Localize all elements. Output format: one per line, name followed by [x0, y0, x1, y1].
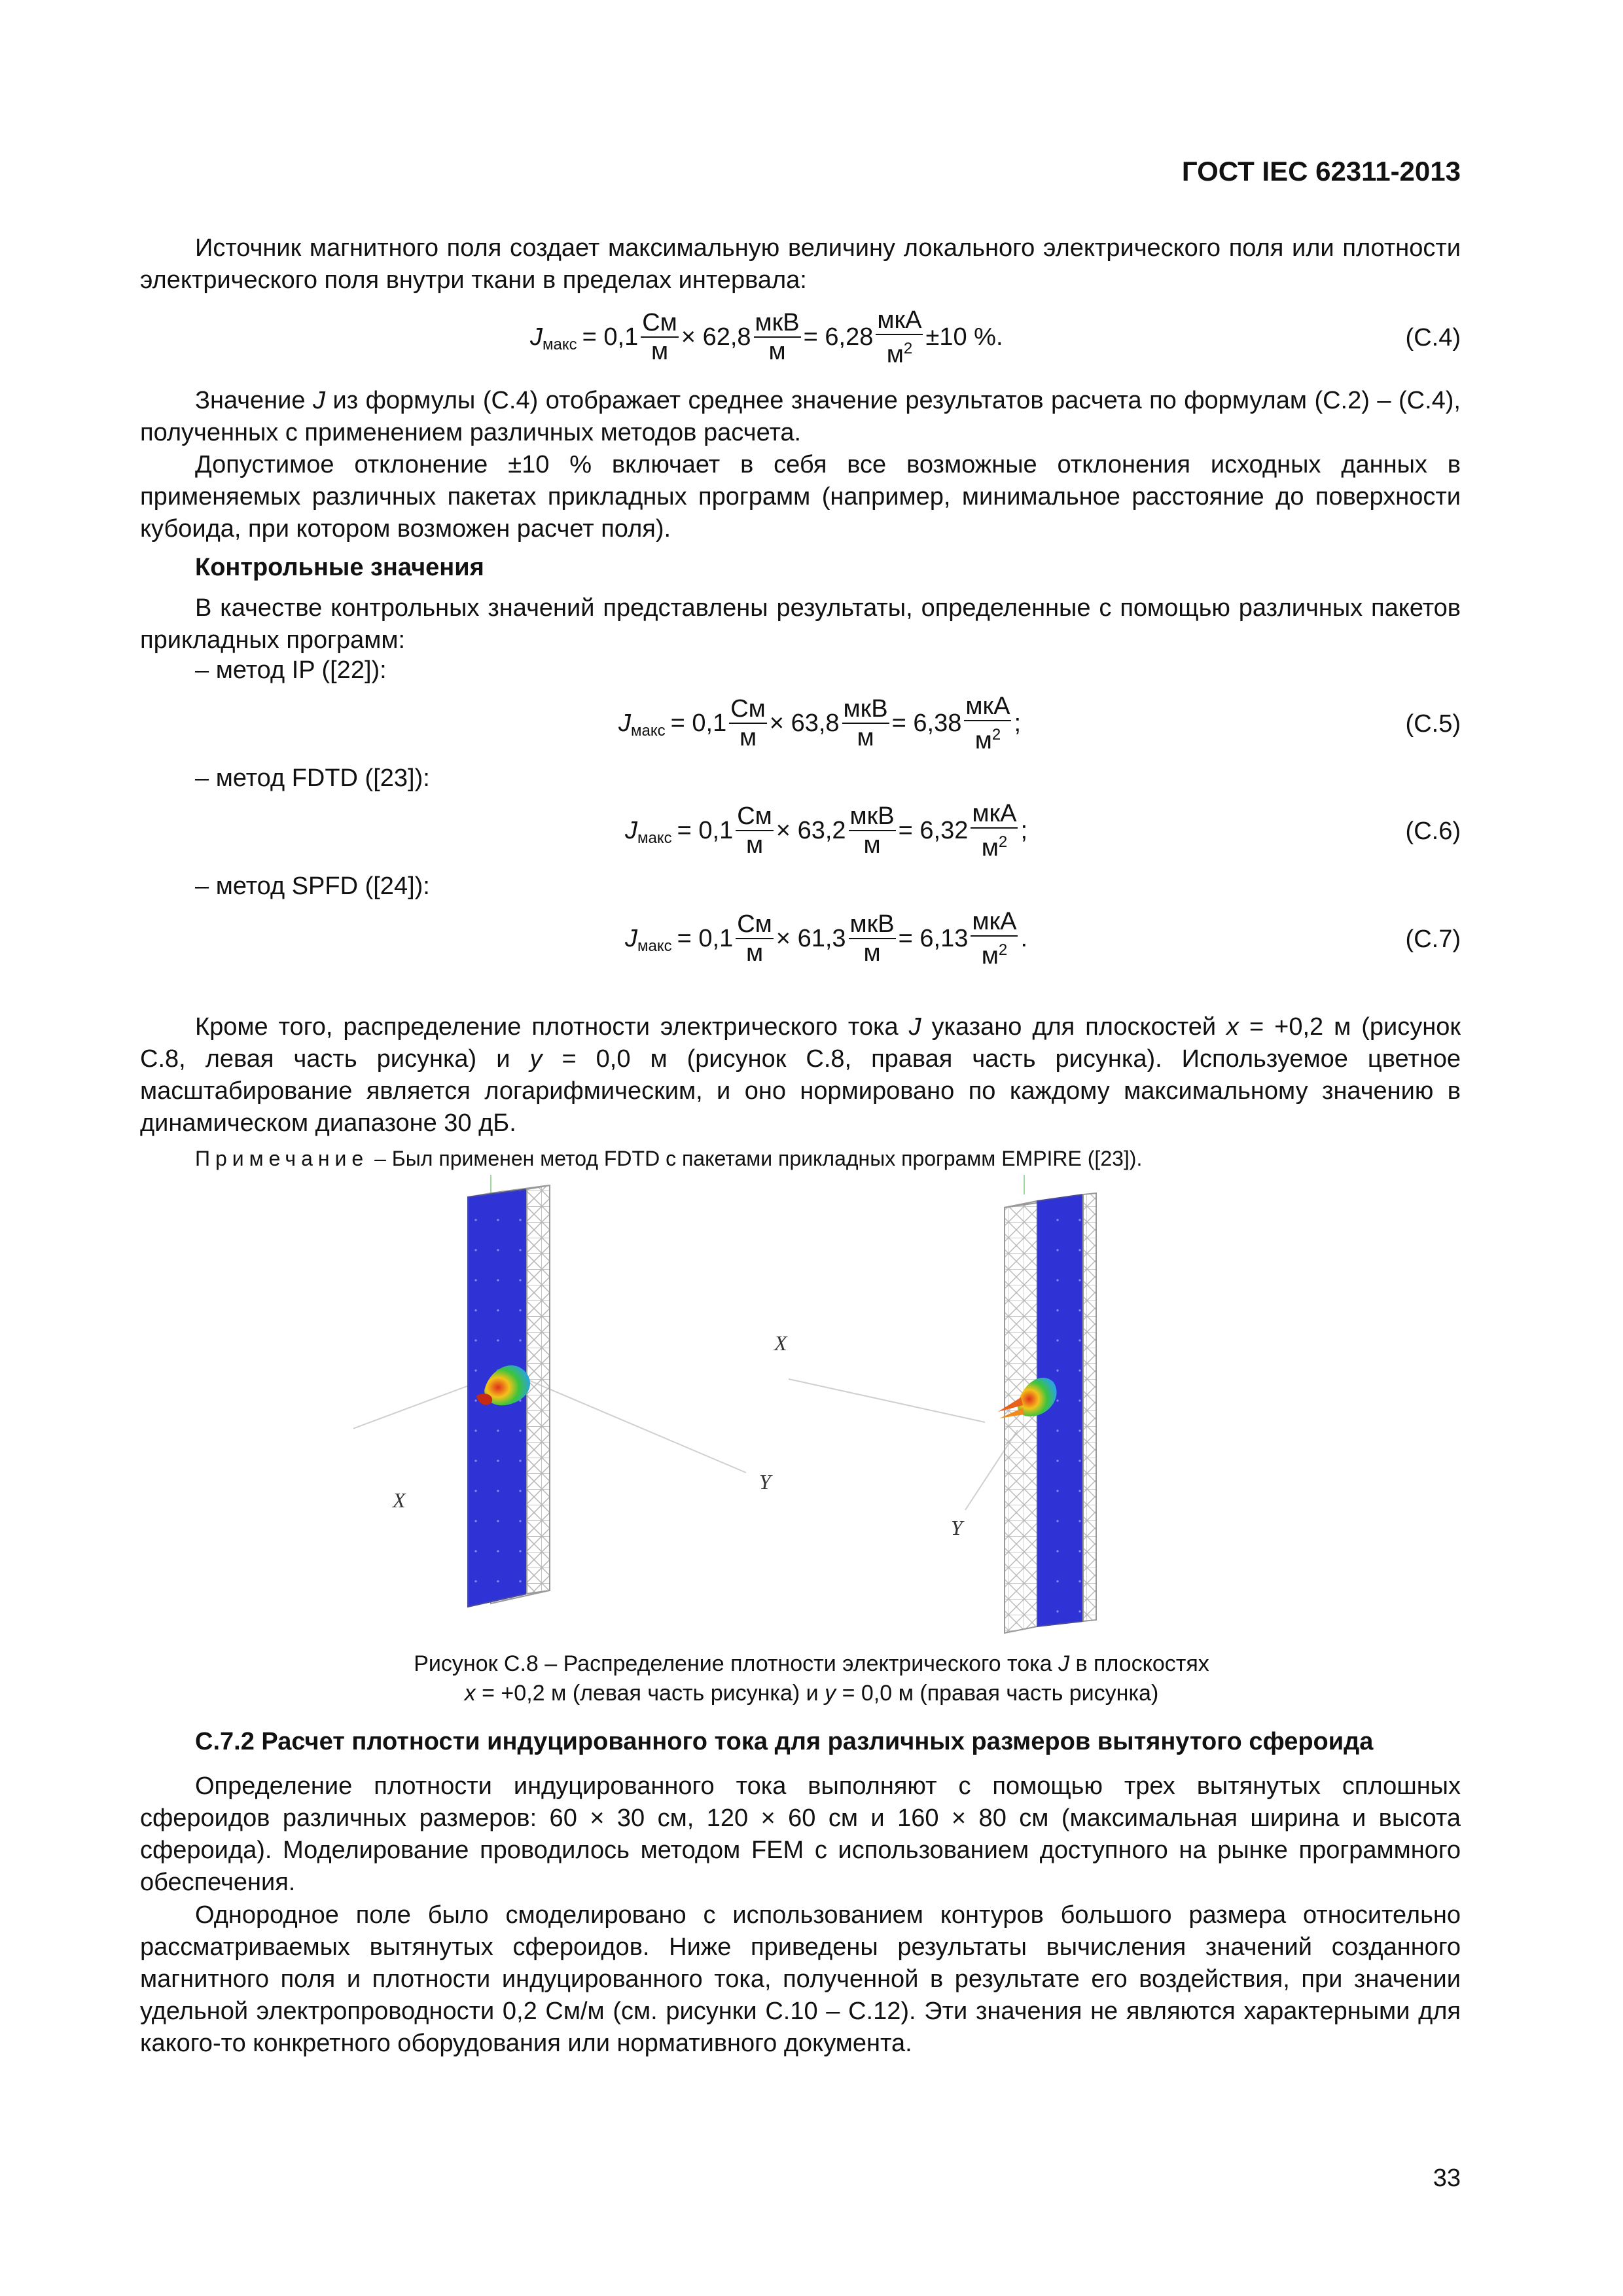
fraction	[971, 908, 1018, 970]
formula-c4	[530, 306, 1003, 368]
axis-label-x-left: X	[393, 1488, 406, 1512]
formula-c5	[618, 692, 1021, 755]
fraction-numerator: См	[730, 695, 766, 723]
paragraph-intro: Источник магнитного поля создает максимальную величину локального электрического поля или плотности электрического поля внутри ткани в пределах интервала:	[140, 234, 1461, 294]
fraction	[736, 910, 774, 967]
formula-tail: ;	[1014, 709, 1022, 737]
axis-label-y-right: Y	[951, 1516, 963, 1539]
fraction-denominator: м	[863, 831, 881, 859]
paragraph-distribution: Кроме того, распределение плотности электрического тока J указано для плоскостей x = +0,2 м (рисунок С.8, левая часть рисунка) и y = 0,0 м (рисунок С.8, правая часть рисунка). Используемое цветное масштабирование является логарифмическим, и оно нормировано по каждому максимальному значению в динамическом диапазоне 30 дБ.	[140, 1013, 1461, 1137]
section-heading: С.7.2 Расчет плотности индуцированного тока для различных размеров вытянутого сфероида	[195, 1728, 1374, 1755]
fraction	[849, 802, 896, 859]
formula-value: 61,3	[797, 924, 846, 952]
formula-value: 6,32	[919, 816, 969, 844]
equation-number: (С.4)	[1405, 324, 1461, 351]
fraction-denominator: м	[745, 939, 764, 967]
formula-equals: =	[803, 323, 818, 351]
formula-c7	[625, 908, 1027, 970]
formula-value: 63,2	[797, 816, 846, 844]
paragraph-spheroids: Определение плотности индуцированного тока выполняют с помощью трех вытянутых сплошных сфероидов различных размеров: 60 × 30 см, 120 × 60 см и 160 × 80 см (максимальная ширина и высота сфероида). Моделирование проводилось методом FEM с использованием доступного на рынке программного обеспечения.	[140, 1772, 1461, 1896]
list-item-fdtd: – метод FDTD ([23]):	[195, 764, 430, 792]
formula-tail: ;	[1020, 816, 1028, 844]
formula-subscript: макс	[637, 829, 672, 848]
equation-number: (С.5)	[1405, 710, 1461, 738]
fraction	[964, 692, 1011, 755]
fraction	[641, 309, 679, 365]
formula-tail: .	[1020, 924, 1028, 952]
fraction-numerator: См	[737, 802, 772, 831]
fraction-denominator: м	[857, 724, 874, 752]
fraction	[971, 800, 1018, 862]
fraction	[729, 695, 767, 751]
fraction-numerator: мкА	[972, 908, 1017, 935]
note	[195, 1147, 1142, 1171]
formula-value: 0,1	[698, 924, 734, 952]
figure-c8	[353, 1175, 1283, 1646]
fraction-denominator: $м^2$	[981, 941, 1008, 970]
formula-value: 6,38	[913, 709, 962, 737]
formula-times: ×	[681, 323, 696, 351]
fraction	[754, 309, 801, 365]
caption-line-1: Рисунок С.8 – Распределение плотности электрического тока J в плоскостях	[414, 1651, 1209, 1676]
fraction-numerator: мкА	[972, 800, 1017, 827]
caption-line-2: x = +0,2 м (левая часть рисунка) и y = 0,0 м (правая часть рисунка)	[464, 1681, 1159, 1706]
figure-left-panel	[353, 1175, 773, 1607]
fraction	[876, 306, 923, 368]
paragraph-value-j: Значение J из формулы (С.4) отображает среднее значение результатов расчета по формулам (С.2) – (С.4), полученных с применением различных методов расчета.	[140, 387, 1461, 446]
equation-number: (С.6)	[1405, 817, 1461, 845]
formula-symbol: J	[530, 323, 543, 351]
page-number: 33	[1433, 2164, 1461, 2192]
formula-times: ×	[776, 816, 791, 844]
fraction-numerator: мкВ	[755, 309, 800, 337]
axis-label-x-right: X	[774, 1331, 787, 1355]
fraction-numerator: См	[642, 309, 677, 337]
formula-subscript: макс	[631, 722, 666, 740]
formula-equals: =	[670, 709, 685, 737]
formula-value: 0,1	[603, 323, 639, 351]
fraction	[849, 910, 896, 967]
formula-tail: ±10 %.	[925, 323, 1003, 351]
note-text: – Был применен метод FDTD с пакетами прикладных программ EMPIRE ([23]).	[368, 1147, 1143, 1170]
formula-equals: =	[891, 709, 906, 737]
fraction-denominator: м	[768, 338, 786, 366]
note-label: Примечание	[195, 1147, 369, 1170]
fraction	[736, 802, 774, 859]
fraction-numerator: мкВ	[843, 695, 888, 723]
fraction-numerator: мкА	[877, 306, 922, 334]
list-item-spfd: – метод SPFD ([24]):	[195, 872, 430, 900]
fraction-denominator: $м^2$	[981, 833, 1008, 862]
equation-number: (С.7)	[1405, 925, 1461, 953]
formula-value: 63,8	[791, 709, 840, 737]
fraction-denominator: м	[863, 939, 881, 967]
formula-subscript: макс	[543, 336, 577, 354]
paragraph-control-values: В качестве контрольных значений представлены результаты, определенные с помощью различных пакетов прикладных программ:	[140, 594, 1461, 654]
fraction-denominator: м	[745, 831, 764, 859]
formula-equals: =	[677, 816, 692, 844]
fraction-denominator: м	[739, 724, 757, 752]
formula-equals: =	[582, 323, 597, 351]
formula-equals: =	[677, 924, 692, 952]
formula-symbol: J	[618, 709, 631, 737]
subheading-control-values: Контрольные значения	[195, 554, 484, 581]
formula-equals: =	[898, 924, 913, 952]
document-header: ГОСТ IEC 62311-2013	[1181, 156, 1461, 187]
formula-value: 0,1	[692, 709, 727, 737]
formula-value: 6,28	[825, 323, 874, 351]
fraction-numerator: См	[737, 910, 772, 939]
fraction-numerator: мкВ	[849, 802, 895, 831]
formula-symbol: J	[625, 924, 637, 952]
paragraph-tolerance: Допустимое отклонение ±10 % включает в себя все возможные отклонения исходных данных в применяемых различных пакетах прикладных программ (например, минимальное расстояние до поверхности кубоида, при котором возможен расчет поля).	[140, 451, 1461, 543]
formula-value: 0,1	[698, 816, 734, 844]
formula-value: 6,13	[919, 924, 969, 952]
formula-subscript: макс	[637, 937, 672, 956]
formula-times: ×	[769, 709, 784, 737]
formula-value: 62,8	[702, 323, 751, 351]
paragraph-uniform-field: Однородное поле было смоделировано с использованием контуров большого размера относительно рассматриваемых вытянутых сфероидов. Ниже приведены результаты вычисления значений созданного магнитного поля и плотности индуцированного тока, полученной в результате его воздействия, при значении удельной электропроводности 0,2 См/м (см. рисунки С.10 – С.12). Эти значения не являются характерными для какого-то конкретного оборудования или нормативного документа.	[140, 1901, 1461, 2057]
axis-label-y-left: Y	[759, 1470, 771, 1494]
fraction-denominator: $м^2$	[974, 726, 1001, 755]
formula-times: ×	[776, 924, 791, 952]
fraction-denominator: м	[651, 338, 669, 366]
fraction-numerator: мкА	[965, 692, 1010, 720]
formula-c6	[625, 800, 1027, 862]
fraction	[842, 695, 889, 751]
list-item-ip: – метод IP ([22]):	[195, 656, 387, 684]
figure-right-panel	[773, 1175, 1096, 1633]
formula-symbol: J	[625, 816, 637, 844]
formula-equals: =	[898, 816, 913, 844]
fraction-numerator: мкВ	[849, 910, 895, 939]
figure-caption	[196, 1649, 1427, 1708]
fraction-denominator: $м^2$	[886, 340, 913, 368]
